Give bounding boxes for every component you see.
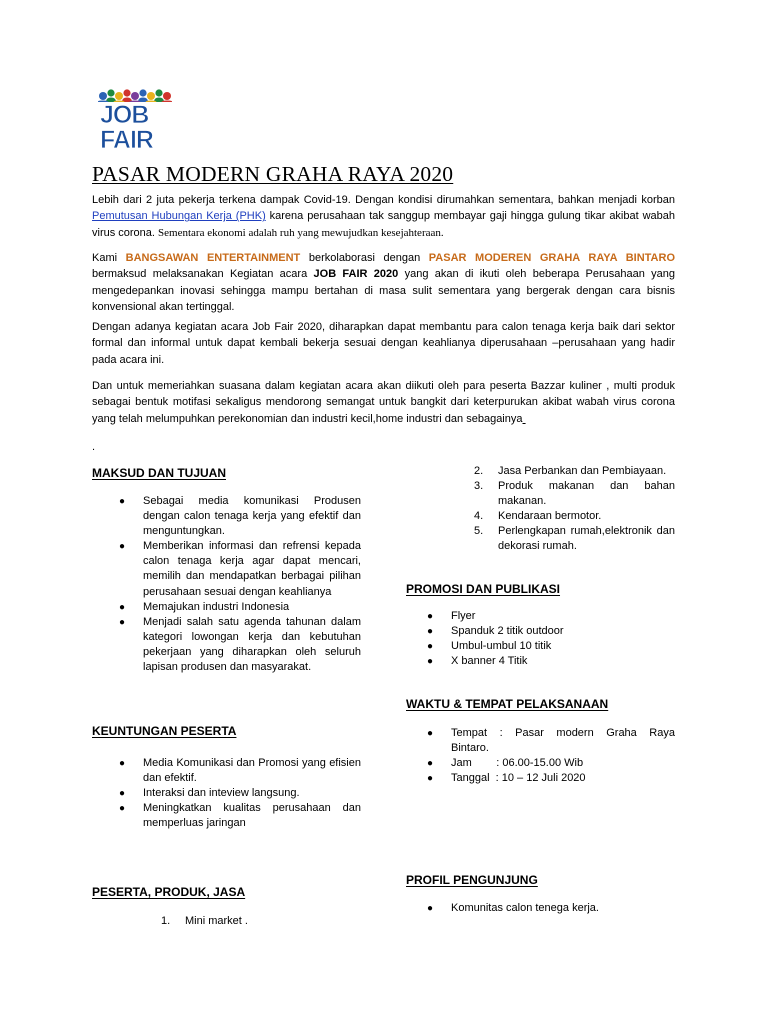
profil-list — [427, 901, 675, 916]
list-item: ● Komunitas calon tenega kerja. — [451, 901, 675, 916]
logo-figure-head — [147, 92, 155, 100]
bullet-icon: ● — [427, 641, 434, 653]
heading-peserta-produk-jasa: PESERTA, PRODUK, JASA — [92, 885, 246, 899]
job-fair-logo — [98, 86, 172, 150]
promosi-list — [427, 609, 675, 669]
intro-paragraph-2: Kami BANGSAWAN ENTERTAINMENT berkolaborasi dengan PASAR MODEREN GRAHA RAYA BINTARO bermaksud melaksanakan Kegiatan acara JOB FAIR 2020 yang akan di ikuti oleh beberapa Perusahaan yang mengedepankan inovasi sehingga mampu bertahan di masa sulit sementara yang bergerak dengan cara bisnis konvensional akan tertinggal. — [92, 252, 676, 313]
heading-maksud-tujuan: MAKSUD DAN TUJUAN — [92, 466, 226, 480]
logo-figure-head — [155, 89, 162, 96]
list-item: 2. Jasa Perbankan dan Pembiayaan. — [474, 465, 667, 477]
maksud-list — [119, 494, 361, 675]
bullet-icon: ● — [427, 758, 434, 770]
bullet-icon: ● — [427, 656, 434, 668]
heading-keuntungan-peserta: KEUNTUNGAN PESERTA — [92, 724, 237, 738]
bullet-icon: ● — [427, 903, 434, 914]
logo-figure-head — [123, 89, 130, 96]
peserta-list-start — [161, 914, 365, 929]
intro-paragraph-1: Lebih dari 2 juta pekerja terkena dampak Covid-19. Dengan kondisi dirumahkan sementara, bahkan menjadi korban Pemutusan Hubungan Kerja (PHK) karena perusahaan tak sanggup membayar gaji hingga gulung tikar akibat wabah virus corona. Sementara ekonomi adalah ruh yang mewujudkan kesejahteraan. — [92, 194, 675, 239]
org-bangsawan: BANGSAWAN ENTERTAINMENT — [125, 252, 301, 264]
stray-dot: . — [92, 441, 96, 453]
list-item: ● Flyer — [451, 609, 675, 624]
list-item: ● Interaksi dan inteview langsung. — [143, 786, 361, 801]
page-title: PASAR MODERN GRAHA RAYA 2020 — [92, 162, 454, 186]
bullet-icon: ● — [427, 728, 434, 739]
list-item: ● Jam : 06.00-15.00 Wib — [451, 756, 675, 771]
peserta-list-continued — [474, 464, 675, 555]
bullet-icon: ● — [119, 788, 126, 800]
phk-link[interactable]: Pemutusan Hubungan Kerja (PHK) — [92, 210, 266, 223]
bullet-icon: ● — [119, 496, 126, 507]
heading-profil-pengunjung: PROFIL PENGUNJUNG — [406, 873, 538, 887]
list-item: ● Umbul-umbul 10 titik — [451, 639, 675, 654]
list-item: ● Sebagai media komunikasi Produsen dengan calon tenaga kerja yang efektif dan menguntungkan. — [119, 495, 361, 538]
heading-promosi-publikasi: PROMOSI DAN PUBLIKASI — [406, 582, 561, 596]
heading-waktu-tempat: WAKTU & TEMPAT PELAKSANAAN — [406, 697, 609, 711]
logo-figure-head — [131, 92, 139, 100]
list-item: 4. Kendaraan bermotor. — [474, 510, 602, 523]
list-item: ● Memajukan industri Indonesia — [143, 600, 361, 615]
bullet-icon: ● — [119, 601, 126, 613]
list-item: ● Meningkatkan kualitas perusahaan dan memperluas jaringan — [119, 802, 361, 830]
keuntungan-list — [119, 756, 361, 831]
bullet-icon: ● — [119, 803, 126, 815]
logo-text-fair: FAIR — [100, 126, 153, 150]
list-item: 5. Perlengkapan rumah,elektronik dan dekorasi rumah. — [474, 525, 675, 553]
logo-figure-head — [99, 92, 107, 100]
list-item: 1. Mini market . — [161, 915, 248, 927]
logo-figure-head — [139, 89, 146, 96]
list-item: ● X banner 4 Titik — [451, 654, 675, 669]
list-item: ● Tanggal : 10 – 12 Juli 2020 — [451, 771, 675, 786]
list-item: ● Menjadi salah satu agenda tahunan dalam kategori lowongan kerja dan kebutuhan pekerjaan yang diharapkan oleh seluruh lapisan produsen dan masyarakat. — [119, 615, 361, 674]
intro-paragraph-4: Dan untuk memeriahkan suasana dalam kegiatan acara akan diikuti oleh para peserta Bazzar kuliner , multi produk sebagai bentuk motifasi sekaligus mendorong semangat untuk bangkit dari keterpurukan akibat wabah virus corona yang telah melumpuhkan perekonomian dan industri kecil,home industri dan sebagainya — [92, 380, 675, 425]
list-item: 3. Produk makanan dan bahan makanan. — [474, 480, 675, 508]
bullet-icon: ● — [119, 616, 126, 628]
bullet-icon: ● — [119, 541, 126, 553]
logo-figure-head — [163, 92, 171, 100]
intro-paragraph-3: Dengan adanya kegiatan acara Job Fair 2020, diharapkan dapat membantu para calon tenaga kerja baik dari sektor formal dan informal untuk dapat kembali bekerja sesuai dengan keahlianya diperusahaan –perusahaan yang hadir pada acara ini. — [92, 321, 675, 366]
event-name: JOB FAIR 2020 — [313, 268, 399, 281]
bullet-icon: ● — [427, 611, 434, 622]
bullet-icon: ● — [427, 773, 434, 785]
bullet-icon: ● — [427, 626, 434, 638]
list-item: ● Spanduk 2 titik outdoor — [451, 624, 675, 639]
list-item: ● Memberikan informasi dan refrensi kepada calon tenaga kerja agar dapat mencari, memilih dan mendapatkan berbagai pilihan perusahaan sesuai dengan keahlianya — [119, 540, 361, 598]
bullet-icon: ● — [119, 758, 126, 769]
waktu-list — [427, 726, 679, 786]
logo-text-job: JOB — [100, 101, 149, 129]
list-item: ● Media Komunikasi dan Promosi yang efisien dan efektif. — [119, 757, 361, 785]
logo-figure-head — [115, 92, 123, 100]
org-pasar-moderen: PASAR MODEREN GRAHA RAYA BINTARO — [428, 252, 675, 264]
list-item: ● Tempat : Pasar modern Graha Raya Bintaro. — [427, 727, 679, 755]
logo-figure-head — [107, 89, 114, 96]
